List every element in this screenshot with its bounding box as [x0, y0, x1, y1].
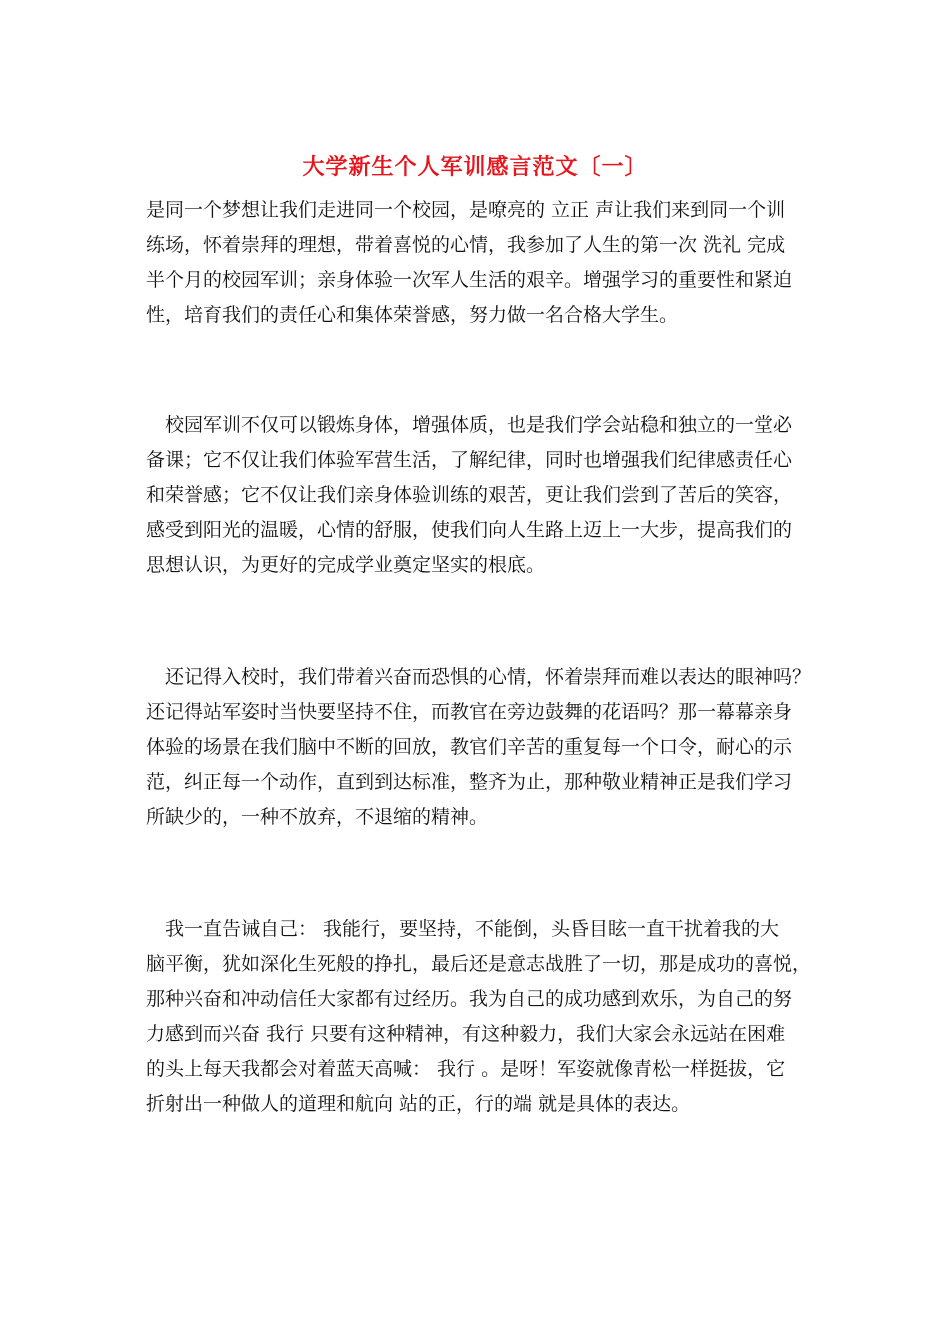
paragraph-line: 脑平衡，犹如深化生死般的挣扎，最后还是意志战胜了一切，那是成功的喜悦， [146, 953, 812, 975]
paragraph-line: 感受到阳光的温暖，心情的舒服，使我们向人生路上迈上一大步，提高我们的 [146, 519, 793, 541]
paragraph-line: 备课；它不仅让我们体验军营生活，了解纪律，同时也增强我们纪律感责任心 [146, 449, 793, 471]
paragraph-line: 范，纠正每一个动作，直到到达标准，整齐为止，那种敬业精神正是我们学习 [146, 771, 793, 793]
paragraph-line: 所缺少的，一种不放弃，不退缩的精神。 [146, 806, 489, 828]
paragraph-line: 的头上每天我都会对着蓝天高喊： 我行 。是呀！军姿就像青松一样挺拔，它 [146, 1058, 786, 1080]
paragraph-2 [146, 408, 826, 583]
paragraph-line: 半个月的校园军训；亲身体验一次军人生活的艰辛。增强学习的重要性和紧迫 [146, 269, 793, 291]
paragraph-line: 我一直告诫自己： 我能行，要坚持，不能倒，头昏目眩一直干扰着我的大 [146, 918, 780, 940]
paragraph-3 [146, 660, 826, 835]
paragraph-line: 那种兴奋和冲动信任大家都有过经历。我为自己的成功感到欢乐，为自己的努 [146, 988, 793, 1010]
paragraph-line: 是同一个梦想让我们走进同一个校园，是嘹亮的 立正 声让我们来到同一个训 [146, 199, 786, 221]
paragraph-line: 性，培育我们的责任心和集体荣誉感，努力做一名合格大学生。 [146, 304, 679, 326]
paragraph-line: 校园军训不仅可以锻炼身体，增强体质，也是我们学会站稳和独立的一堂必 [146, 414, 793, 436]
paragraph-line: 还记得入校时，我们带着兴奋而恐惧的心情，怀着崇拜而难以表达的眼神吗？ [146, 666, 812, 688]
document-title: 大学新生个人军训感言范文〔一〕 [302, 155, 648, 180]
paragraph-1 [146, 193, 826, 333]
paragraph-line: 和荣誉感；它不仅让我们亲身体验训练的艰苦，更让我们尝到了苦后的笑容， [146, 484, 793, 506]
paragraph-line: 力感到而兴奋 我行 只要有这种精神，有这种毅力，我们大家会永远站在困难 [146, 1023, 786, 1045]
paragraph-4 [146, 912, 826, 1122]
paragraph-line: 折射出一种做人的道理和航向 站的正，行的端 就是具体的表达。 [146, 1093, 691, 1115]
paragraph-line: 练场，怀着崇拜的理想，带着喜悦的心情，我参加了人生的第一次 洗礼 完成 [146, 234, 786, 256]
paragraph-line: 思想认识，为更好的完成学业奠定坚实的根底。 [146, 554, 546, 576]
paragraph-line: 体验的场景在我们脑中不断的回放，教官们辛苦的重复每一个口令，耐心的示 [146, 736, 793, 758]
paragraph-line: 还记得站军姿时当快要坚持不住，而教官在旁边鼓舞的花语吗？那一幕幕亲身 [146, 701, 793, 723]
